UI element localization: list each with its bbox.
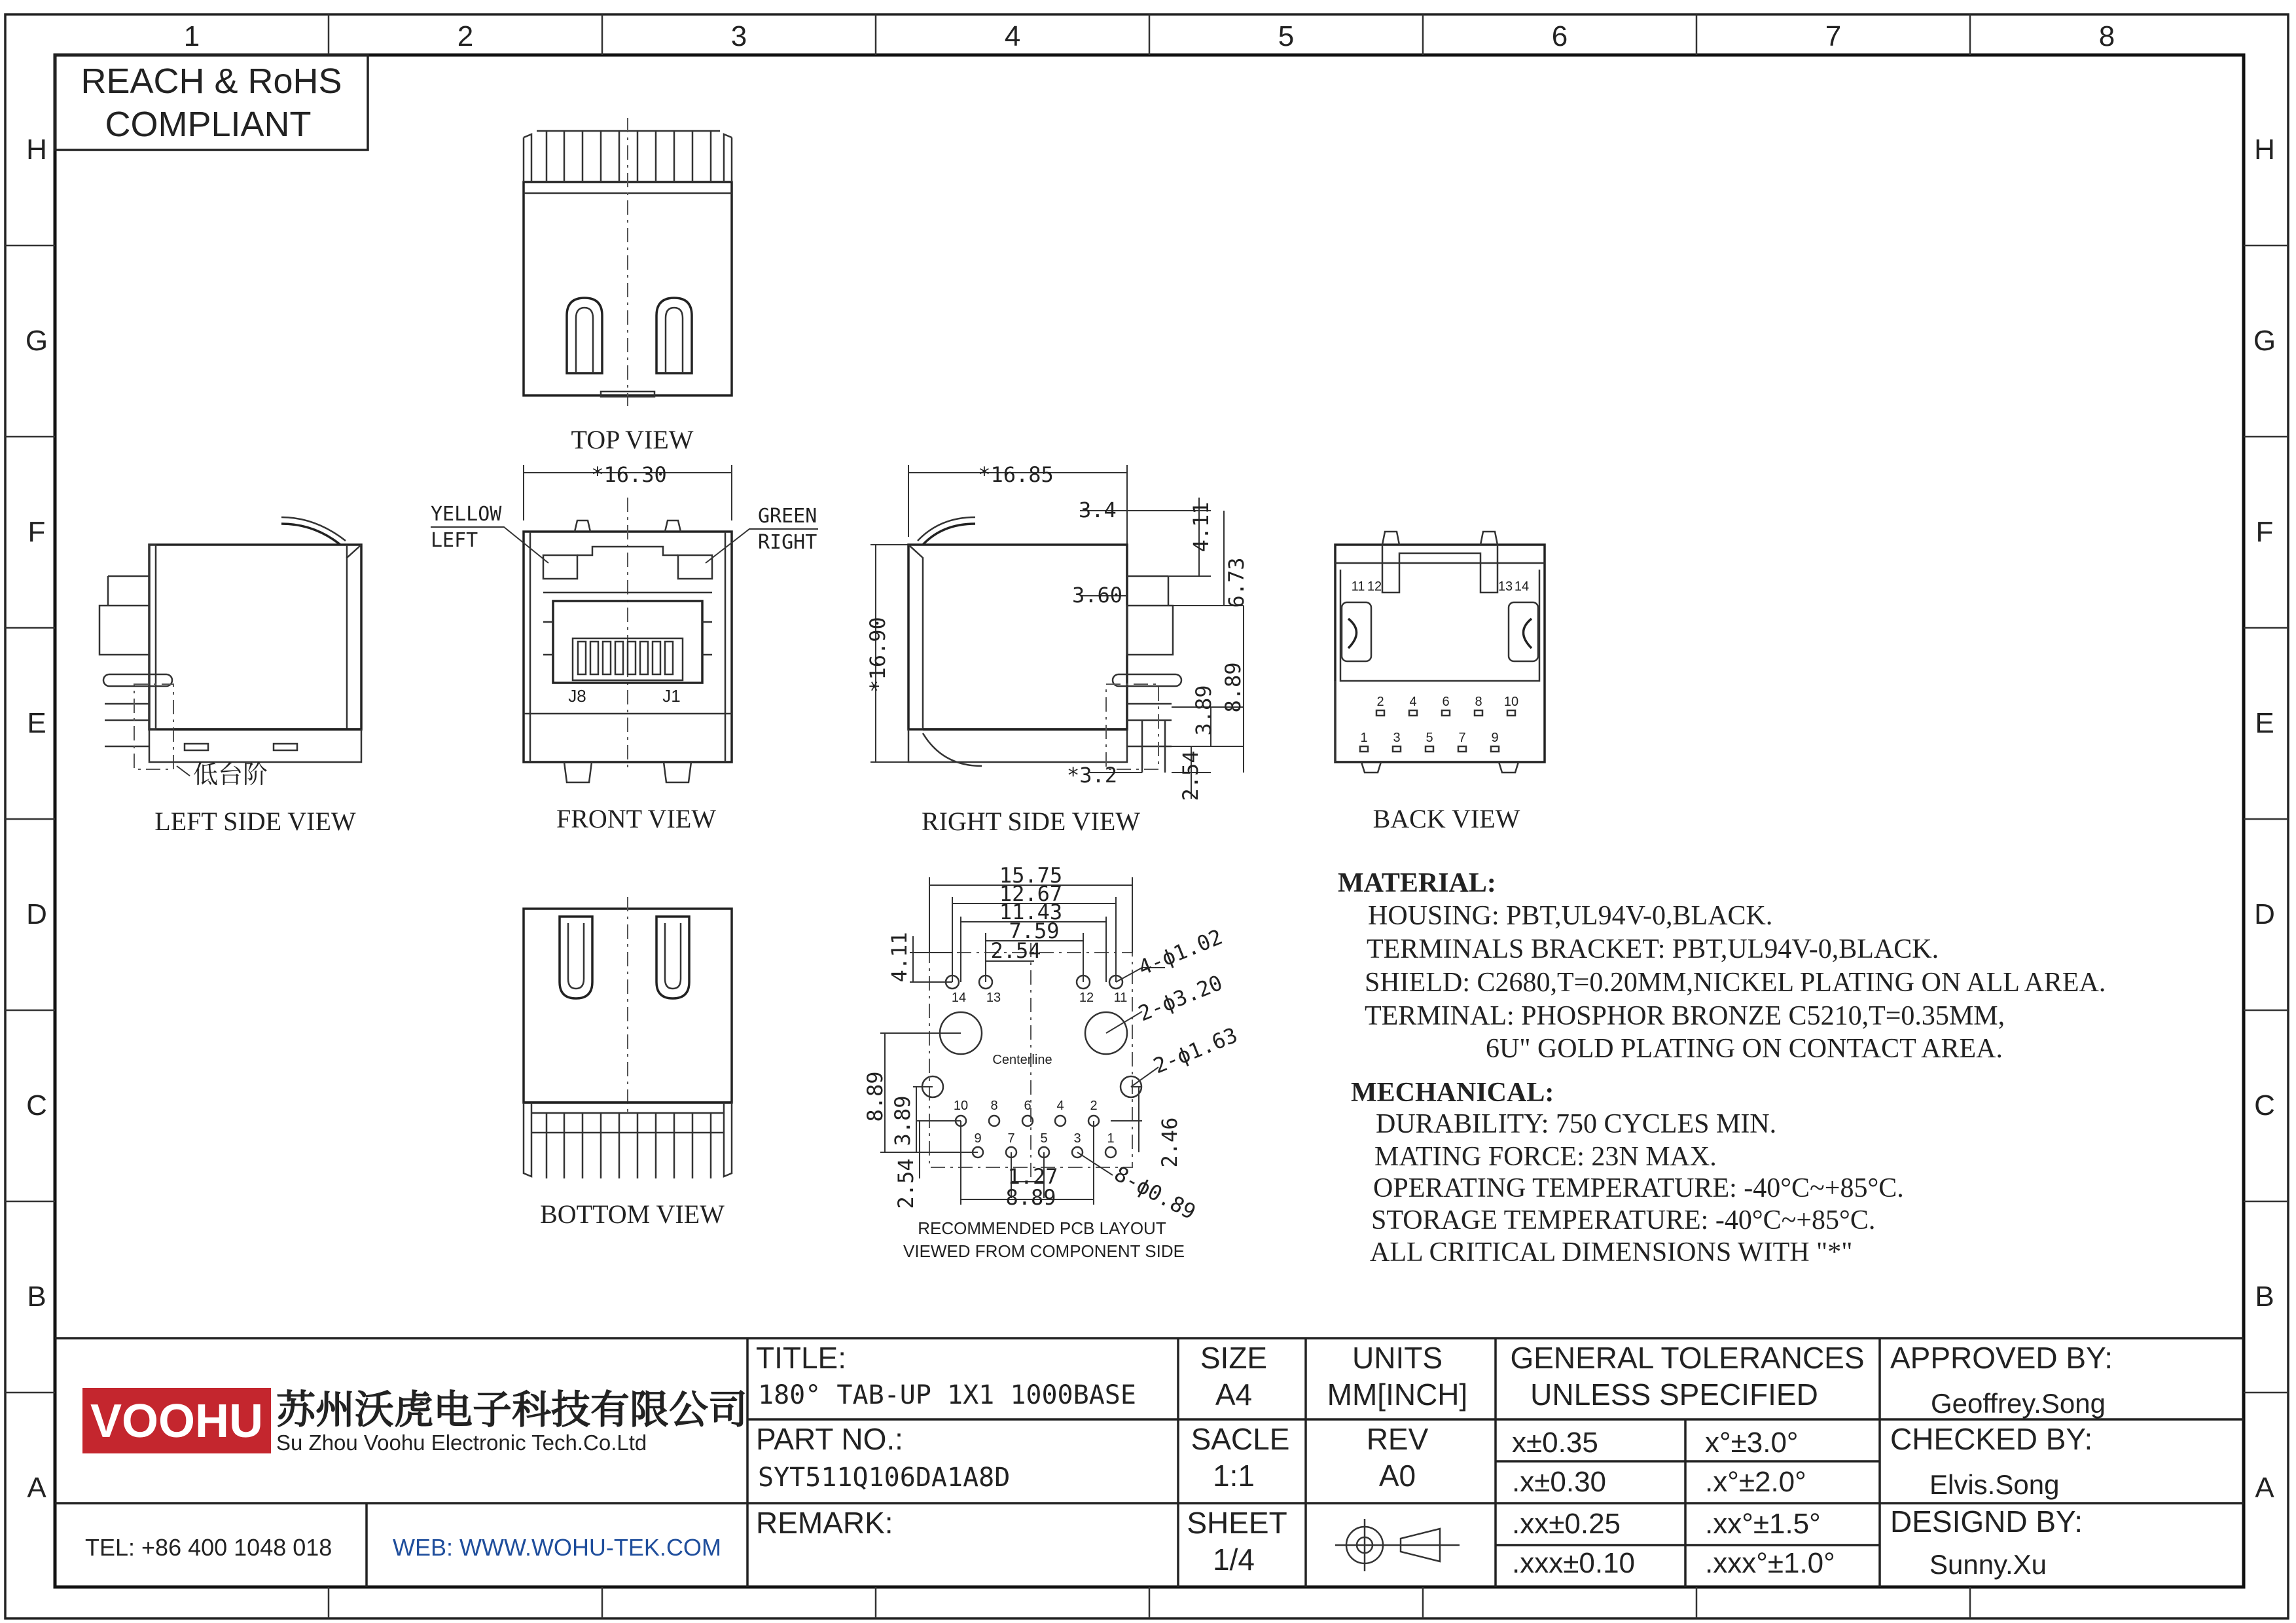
material-line: HOUSING: PBT,UL94V-0,BLACK.: [1368, 901, 1773, 931]
mechanical-line: MATING FORCE: 23N MAX.: [1374, 1142, 1717, 1172]
dim-front-width: *16.30: [591, 462, 667, 487]
company-logo: [82, 1388, 271, 1453]
bottom-view-label: BOTTOM VIEW: [540, 1199, 725, 1229]
title-label: TITLE:: [756, 1341, 847, 1375]
dim-rs-3-89: 3.89: [1191, 685, 1216, 736]
front-view-j8: J8: [568, 686, 586, 706]
pcb-pin-label: 4: [1056, 1099, 1064, 1113]
material-line: 6U" GOLD PLATING ON CONTACT AREA.: [1486, 1034, 2003, 1064]
dim-rs-4-11: 4.11: [1189, 501, 1213, 553]
pcb-pin-label: 2: [1090, 1099, 1098, 1113]
grid-row-label: H: [2254, 134, 2275, 166]
size-value: A4: [1215, 1377, 1253, 1412]
back-pin-label: 4: [1409, 695, 1417, 709]
part-no-value: SYT511Q106DA1A8D: [758, 1463, 1011, 1493]
grid-row-label: E: [2255, 707, 2274, 739]
grid-row-label: G: [25, 325, 48, 357]
size-label: SIZE: [1200, 1341, 1268, 1375]
back-pin-label: 8: [1475, 695, 1482, 709]
left-side-view-label: LEFT SIDE VIEW: [154, 807, 356, 836]
back-pin-label: 6: [1442, 695, 1450, 709]
tolerance-linear: .x±0.30: [1512, 1466, 1607, 1498]
hole-note-3-20: 2-ϕ3.20: [1134, 970, 1227, 1027]
approved-value: Geoffrey.Song: [1931, 1388, 2106, 1419]
company-name-cn: 苏州沃虎电子科技有限公司: [276, 1388, 747, 1432]
dim-pcb-7-59: 7.59: [1009, 919, 1060, 943]
grid-row-label: B: [27, 1281, 46, 1313]
sheet-label: SHEET: [1187, 1506, 1287, 1540]
grid-row-label: C: [2254, 1089, 2275, 1122]
back-pin-label: 3: [1393, 731, 1401, 745]
pcb-pin-label: 1: [1107, 1131, 1115, 1146]
grid-row-label: C: [26, 1089, 47, 1122]
back-pin-label: 12: [1367, 579, 1382, 594]
centerline-label: Centerline: [992, 1053, 1052, 1067]
back-pin-label: 7: [1458, 731, 1466, 745]
grid-col-label: 6: [1551, 20, 1568, 52]
hole-note-1-02: 4-ϕ1.02: [1134, 924, 1227, 981]
contact-tel: TEL: +86 400 1048 018: [85, 1534, 332, 1561]
pcb-pin-label: 14: [951, 991, 967, 1005]
dim-pcb-12-67: 12.67: [999, 881, 1063, 906]
grid-col-label: 3: [730, 20, 747, 52]
front-view-label: FRONT VIEW: [556, 804, 717, 833]
back-view: [1335, 532, 1545, 833]
back-pin-label: 11: [1351, 579, 1365, 594]
dim-pcb-11-43: 11.43: [999, 900, 1063, 924]
dim-pcb-8-89-h: 8.89: [1005, 1185, 1056, 1210]
logo-text: VOOHU: [90, 1395, 264, 1448]
dim-rs-8-89: 8.89: [1221, 662, 1246, 713]
grid-row-label: F: [2255, 516, 2274, 548]
scale-value: 1:1: [1213, 1459, 1255, 1493]
back-view-label: BACK VIEW: [1372, 804, 1520, 833]
tolerance-linear: .xxx±0.10: [1512, 1547, 1636, 1579]
grid-row-label: D: [26, 898, 47, 930]
grid-col-label: 7: [1825, 20, 1842, 52]
back-pin-label: 10: [1503, 695, 1519, 709]
pcb-pin-label: 7: [1007, 1131, 1015, 1146]
led-green: [678, 555, 712, 579]
hole-note-1-63: 2-ϕ1.63: [1149, 1022, 1242, 1079]
compliance-line-1: REACH & RoHS: [81, 62, 342, 101]
dim-pcb-3-89: 3.89: [890, 1095, 915, 1146]
material-line: TERMINAL: PHOSPHOR BRONZE C5210,T=0.35MM,: [1365, 1001, 2005, 1031]
mechanical-line: OPERATING TEMPERATURE: -40°C~+85°C.: [1373, 1173, 1904, 1203]
material-line: SHIELD: C2680,T=0.20MM,NICKEL PLATING ON ALL AREA.: [1365, 968, 2106, 998]
dim-pcb-1-27: 1.27: [1007, 1164, 1058, 1189]
pcb-pin-label: 10: [953, 1099, 969, 1113]
tolerance-linear: .xx±0.25: [1512, 1508, 1621, 1540]
front-view: [431, 462, 818, 833]
dim-rs-width: *16.85: [978, 462, 1054, 487]
pcb-layout: [863, 863, 1241, 1261]
checked-value: Elvis.Song: [1929, 1469, 2060, 1500]
pcb-pin-label: 13: [986, 991, 1001, 1005]
pcb-caption-1: RECOMMENDED PCB LAYOUT: [918, 1218, 1166, 1238]
projection-symbol-icon: [1335, 1519, 1460, 1571]
title-value: 180° TAB-UP 1X1 1000BASE: [758, 1380, 1136, 1410]
grid-col-label: 4: [1004, 20, 1021, 52]
rev-value: A0: [1378, 1459, 1416, 1493]
pcb-pin-label: 9: [974, 1131, 982, 1146]
tolerance-angular: .xxx°±1.0°: [1705, 1547, 1835, 1579]
compliance-line-2: COMPLIANT: [105, 105, 312, 144]
grid-row-label: A: [2255, 1472, 2274, 1504]
grid-col-label: 5: [1278, 20, 1295, 52]
led-left-label-1: YELLOW: [431, 503, 502, 526]
dim-pcb-2-54-top: 2.54: [990, 938, 1041, 963]
dim-rs-2-54: 2.54: [1178, 750, 1203, 801]
grid-col-label: 2: [457, 20, 474, 52]
pcb-pin-label: 12: [1079, 991, 1094, 1005]
back-pin-label: 2: [1376, 695, 1384, 709]
back-pin-label: 1: [1360, 731, 1368, 745]
approved-label: APPROVED BY:: [1890, 1341, 2113, 1375]
tolerance-angular: x°±3.0°: [1705, 1427, 1799, 1459]
grid-row-label: G: [2253, 325, 2276, 357]
grid-row-label: D: [2254, 898, 2275, 930]
dim-pcb-2-54-v: 2.54: [893, 1158, 918, 1209]
rev-label: REV: [1366, 1422, 1429, 1456]
checked-label: CHECKED BY:: [1890, 1422, 2093, 1456]
grid-row-label: A: [27, 1472, 46, 1504]
pcb-pin-label: 11: [1113, 991, 1128, 1005]
dim-pcb-4-11: 4.11: [887, 932, 912, 983]
dim-rs-3-2: *3.2: [1067, 763, 1118, 788]
hole-note-0-89: 8-ϕ0.89: [1110, 1161, 1200, 1225]
notes: [1338, 868, 2106, 1267]
title-block: [55, 1338, 2244, 1587]
dim-rs-3-60: 3.60: [1072, 583, 1123, 608]
right-side-view: [865, 462, 1249, 836]
dim-rs-3-4: 3.4: [1079, 498, 1117, 522]
mechanical-line: DURABILITY: 750 CYCLES MIN.: [1376, 1109, 1777, 1139]
contact-web[interactable]: WEB: WWW.WOHU-TEK.COM: [393, 1534, 721, 1561]
dim-rs-6-73: 6.73: [1224, 557, 1249, 608]
pcb-pin-label: 8: [990, 1099, 998, 1113]
tolerance-angular: .xx°±1.5°: [1705, 1508, 1821, 1540]
dim-rs-height: *16.90: [865, 617, 890, 693]
remark-label: REMARK:: [756, 1506, 893, 1540]
designed-value: Sunny.Xu: [1929, 1549, 2047, 1580]
low-step-note: 低台阶: [193, 761, 268, 789]
dim-pcb-15-75: 15.75: [999, 863, 1063, 888]
grid-row-label: F: [27, 516, 46, 548]
led-right-label-2: RIGHT: [758, 531, 817, 554]
designed-label: DESIGND BY:: [1890, 1504, 2083, 1539]
compliance-box: [55, 55, 368, 150]
back-pin-label: 5: [1426, 731, 1433, 745]
top-view-label: TOP VIEW: [571, 425, 694, 454]
dim-pcb-8-89-v: 8.89: [863, 1071, 888, 1122]
scale-label: SACLE: [1191, 1422, 1290, 1456]
led-left-label-2: LEFT: [431, 529, 478, 552]
left-side-view: [99, 517, 361, 836]
tolerance-heading-1: GENERAL TOLERANCES: [1510, 1341, 1865, 1375]
led-right-label-1: GREEN: [758, 505, 817, 528]
right-side-view-label: RIGHT SIDE VIEW: [921, 807, 1141, 836]
led-yellow: [543, 555, 577, 579]
pcb-pin-label: 3: [1073, 1131, 1081, 1146]
top-view: [524, 118, 732, 454]
part-no-label: PART NO.:: [756, 1422, 903, 1456]
grid-col-label: 8: [2098, 20, 2115, 52]
front-view-j1: J1: [662, 686, 681, 706]
grid-row-label: B: [2255, 1281, 2274, 1313]
grid-col-label: 1: [183, 20, 200, 52]
back-pin-label: 14: [1514, 579, 1530, 594]
tolerance-heading-2: UNLESS SPECIFIED: [1530, 1377, 1818, 1412]
pcb-caption-2: VIEWED FROM COMPONENT SIDE: [903, 1241, 1185, 1261]
tolerance-angular: .x°±2.0°: [1705, 1466, 1806, 1498]
grid-row-label: E: [27, 707, 46, 739]
mechanical-heading: MECHANICAL:: [1351, 1078, 1554, 1108]
sheet-value: 1/4: [1213, 1542, 1255, 1577]
back-pin-label: 9: [1491, 731, 1499, 745]
bottom-view: [524, 897, 732, 1229]
units-label: UNITS: [1352, 1341, 1443, 1375]
pcb-pin-label: 6: [1024, 1099, 1031, 1113]
material-line: TERMINALS BRACKET: PBT,UL94V-0,BLACK.: [1367, 934, 1939, 964]
mechanical-line: STORAGE TEMPERATURE: -40°C~+85°C.: [1371, 1205, 1876, 1235]
mechanical-line: ALL CRITICAL DIMENSIONS WITH "*": [1370, 1237, 1853, 1267]
company-name-en: Su Zhou Voohu Electronic Tech.Co.Ltd: [276, 1431, 647, 1455]
tolerance-linear: x±0.35: [1512, 1427, 1598, 1459]
material-heading: MATERIAL:: [1338, 868, 1496, 898]
grid-row-label: H: [26, 134, 47, 166]
pcb-pin-label: 5: [1040, 1131, 1048, 1146]
units-value: MM[INCH]: [1327, 1377, 1468, 1412]
back-pin-label: 13: [1498, 579, 1513, 594]
dim-pcb-2-46: 2.46: [1157, 1117, 1182, 1168]
